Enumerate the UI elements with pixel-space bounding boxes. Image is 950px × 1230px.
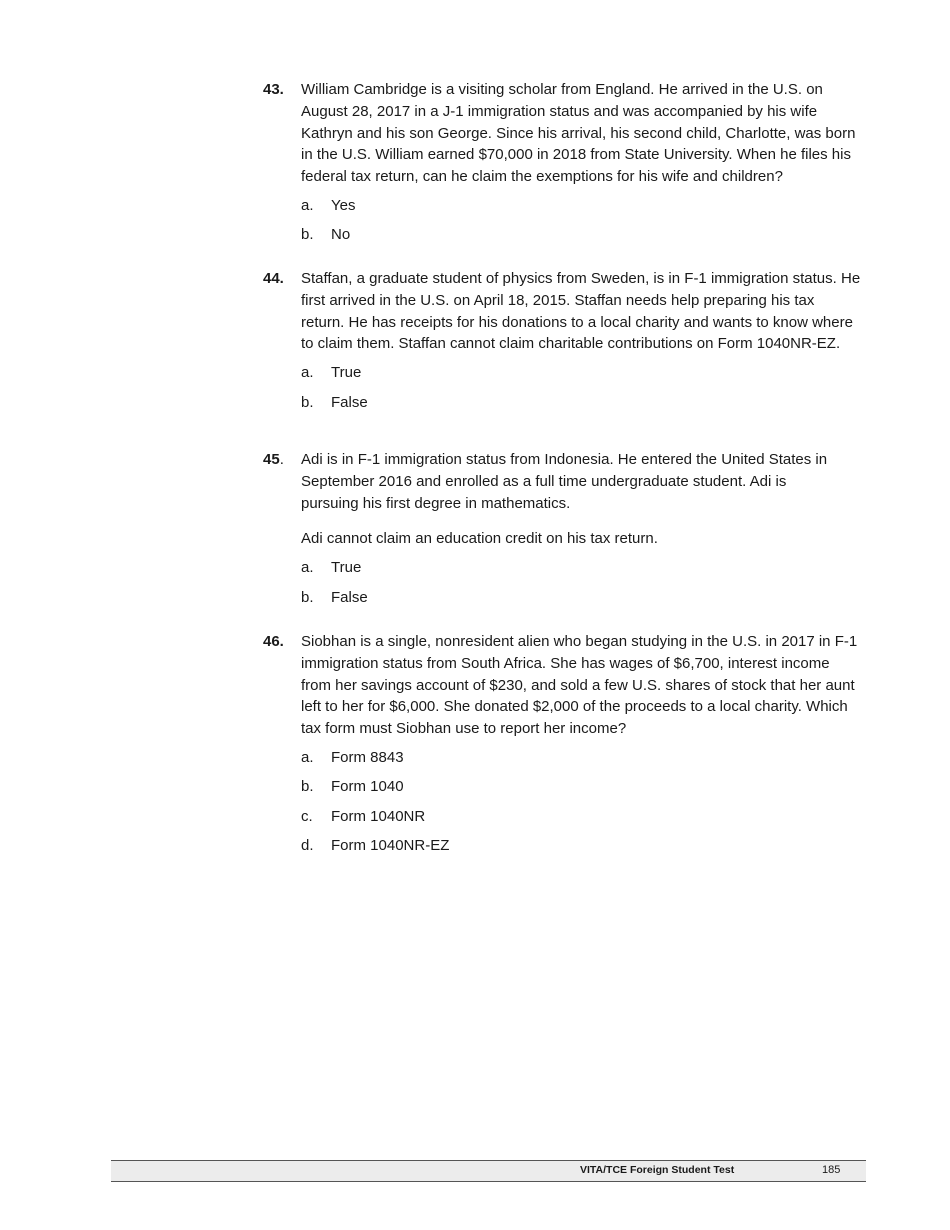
- answer-option[interactable]: [301, 806, 863, 836]
- question-number-suffix: .: [279, 451, 284, 468]
- question-44: [263, 268, 863, 421]
- option-letter: a.: [301, 748, 314, 766]
- answer-option[interactable]: [301, 362, 863, 392]
- question-43: [263, 79, 863, 254]
- option-text: False: [331, 588, 368, 606]
- option-text: No: [331, 226, 351, 244]
- answer-option[interactable]: [301, 835, 863, 865]
- question-text: Siobhan is a single, nonresident alien who began studying in the U.S. in 2017 in F-1 immigration status from South Africa. She has wages of $6,700, interest income from her savings account of $230, and sold a few U.S. shares of stock that her aunt left to her for $6,000. She donated $2,000 of the proceeds to a local charity. Which tax form must Siobhan use to report her income?: [301, 633, 858, 738]
- answer-option[interactable]: [301, 195, 863, 225]
- option-text: Form 8843: [331, 748, 404, 766]
- option-letter: b.: [301, 588, 314, 606]
- question-text: William Cambridge is a visiting scholar from England. He arrived in the U.S. on August 28, 2017 in a J-1 immigration status and was accompanied by his wife Kathryn and his son George. Since his arrival, his second child, Charlotte, was born in the U.S. William earned $70,000 in 2018 from State University. When he files his federal tax return, can he claim the exemptions for his wife and children?: [301, 81, 856, 186]
- option-letter: d.: [301, 837, 314, 855]
- option-text: True: [331, 364, 362, 382]
- option-letter: a.: [301, 559, 314, 577]
- option-letter: a.: [301, 364, 314, 382]
- question-45: [263, 449, 863, 616]
- question-number: [263, 449, 284, 471]
- question-text: Adi is in F-1 immigration status from Indonesia. He entered the United States in September 2016 and enrolled as a full time undergraduate student. Adi is pursuing his first degree in mathematics.: [301, 451, 828, 512]
- option-letter: b.: [301, 393, 314, 411]
- footer-title: VITA/TCE Foreign Student Test: [580, 1164, 735, 1176]
- answer-option[interactable]: [301, 587, 863, 617]
- option-text: Form 1040: [331, 778, 404, 796]
- question-46: [263, 631, 863, 865]
- question-number-digits: 45: [263, 451, 280, 468]
- question-number: 43.: [263, 81, 284, 98]
- question-number: 44.: [263, 270, 284, 287]
- answer-options: [301, 362, 863, 421]
- answer-options: [301, 195, 863, 254]
- answer-option[interactable]: [301, 747, 863, 777]
- question-text: Staffan, a graduate student of physics from Sweden, is in F-1 immigration status. He first arrived in the U.S. on April 18, 2015. Staffan needs help preparing his tax return. He has receipts for his donations to a local charity and wants to know where to claim them. Staffan cannot claim charitable contributions on Form 1040NR-EZ.: [301, 270, 861, 353]
- option-text: Form 1040NR: [331, 807, 426, 825]
- page-number: 185: [822, 1164, 841, 1176]
- answer-option[interactable]: [301, 392, 863, 422]
- option-text: Form 1040NR-EZ: [331, 837, 450, 855]
- answer-option[interactable]: [301, 557, 863, 587]
- option-text: True: [331, 559, 362, 577]
- option-letter: b.: [301, 226, 314, 244]
- option-text: Yes: [331, 196, 356, 214]
- option-letter: c.: [301, 807, 313, 825]
- answer-option[interactable]: [301, 224, 863, 254]
- answer-options: [301, 747, 863, 865]
- option-letter: b.: [301, 778, 314, 796]
- question-number: 46.: [263, 633, 284, 650]
- page-footer: [111, 1160, 866, 1182]
- answer-options: [301, 557, 863, 616]
- option-letter: a.: [301, 196, 314, 214]
- question-statement: Adi cannot claim an education credit on his tax return.: [301, 530, 658, 548]
- answer-option[interactable]: [301, 776, 863, 806]
- option-text: False: [331, 393, 368, 411]
